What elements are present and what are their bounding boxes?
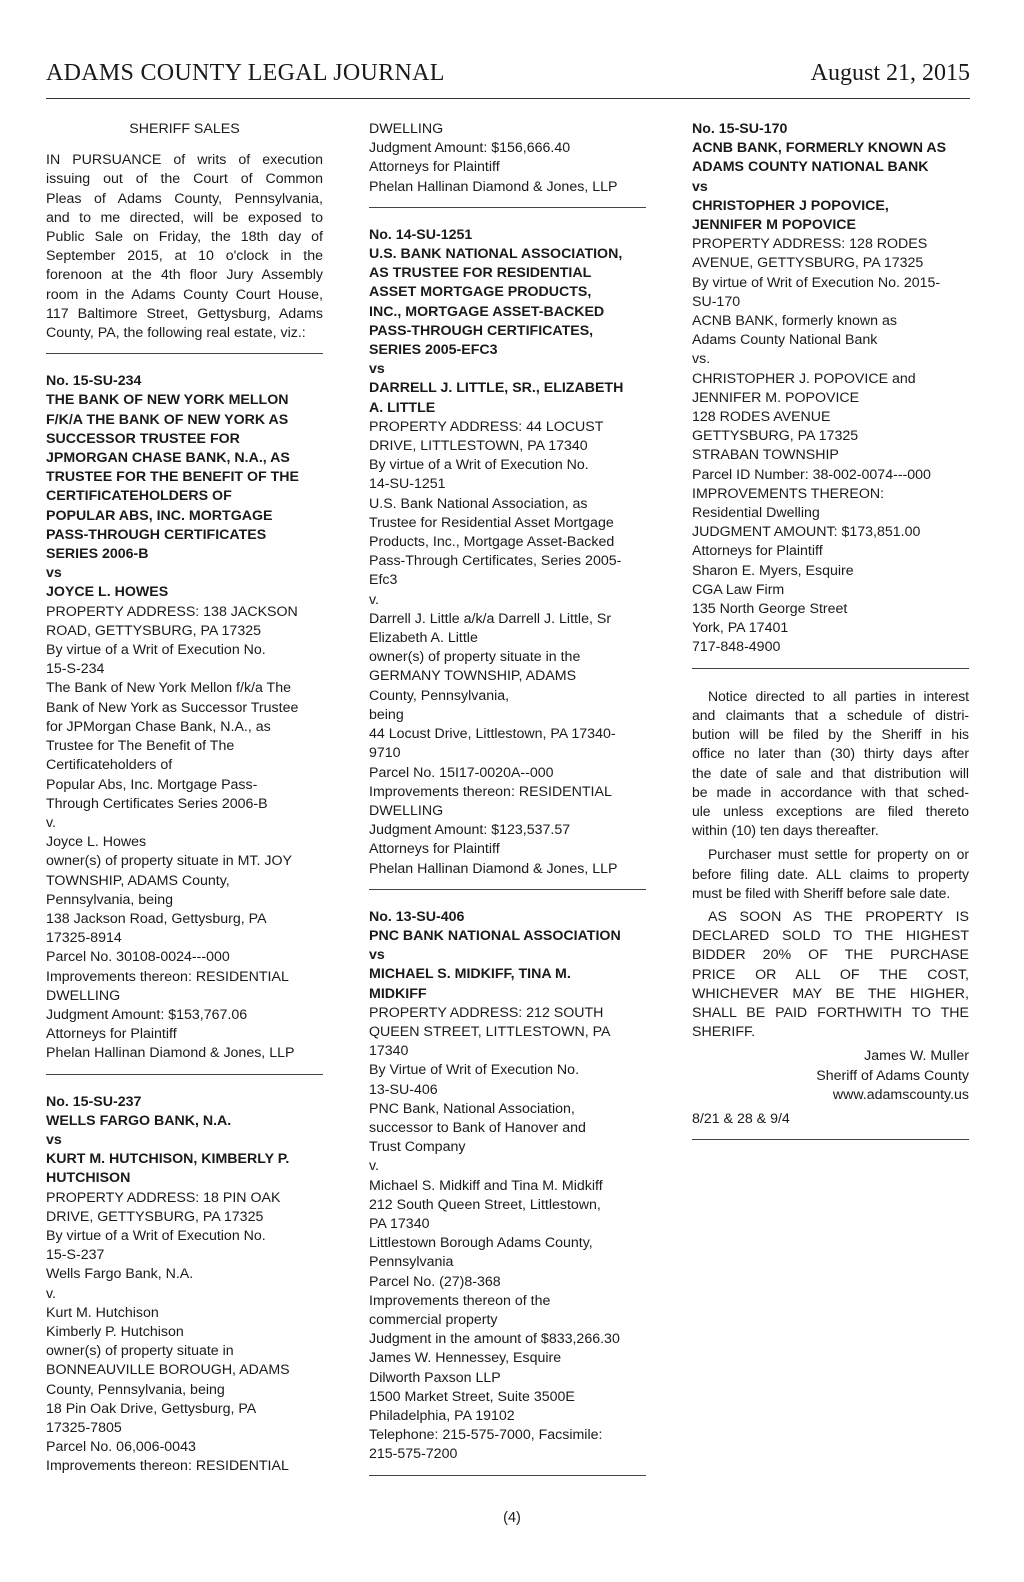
case-heading-line: No. 15-SU-237 (46, 1093, 142, 1110)
case-body-line: 9710 (369, 745, 401, 762)
divider (369, 1475, 646, 1476)
intro-line: forenoon at the 4th floor Jury Assembly (46, 267, 323, 284)
intro-line: September 2015, at 10 o'clock in the (46, 248, 323, 265)
divider (46, 353, 323, 354)
run-dates: 8/21 & 28 & 9/4 (692, 1110, 790, 1127)
intro-line: IN PURSUANCE of writs of execution (46, 152, 323, 169)
case-heading-line: JOYCE L. HOWES (46, 584, 169, 601)
case-body-line: County, Pennsylvania, being (46, 1381, 225, 1398)
case-heading-line: vs (692, 178, 708, 195)
case-body-line: DWELLING (46, 987, 121, 1004)
case-body-line: Residential Dwelling (692, 505, 820, 522)
case-body-line: 14-SU-1251 (369, 476, 446, 493)
case-body-15-su-234 (46, 603, 323, 1064)
intro-line: County, PA, the following real estate, viz.: (46, 325, 306, 342)
case-body-line: Joyce L. Howes (46, 834, 147, 851)
case-body-line: 17325-7805 (46, 1420, 122, 1436)
column-2 (369, 120, 646, 1494)
case-body-line: GETTYSBURG, PA 17325 (692, 428, 859, 445)
case-body-line: PNC Bank, National Association, (369, 1100, 575, 1117)
case-heading-line: vs (46, 1131, 62, 1148)
case-heading-line: No. 15-SU-170 (692, 121, 788, 137)
case-body-line: 15-S-234 (46, 661, 105, 678)
case-body-line: vs. (692, 351, 711, 368)
case-body-line: Certificateholders of (46, 757, 173, 774)
case-heading-line: PNC BANK NATIONAL ASSOCIATION (369, 927, 621, 944)
notice-line: ule unless exceptions are filed thereto (692, 802, 969, 819)
notice-line: WHICHEVER MAY BE THE HIGHER, (692, 985, 969, 1002)
case-body-line: SU-170 (692, 293, 741, 310)
case-heading-line: POPULAR ABS, INC. MORTGAGE (46, 507, 273, 524)
case-body-line: By Virtue of Writ of Execution No. (369, 1062, 580, 1079)
case-heading-line: INC., MORTGAGE ASSET-BACKED (369, 303, 605, 320)
case-body-14-su-1251 (369, 418, 646, 879)
case-body-15-su-170 (692, 235, 969, 657)
intro-paragraph (46, 151, 323, 343)
case-body-line: PROPERTY ADDRESS: 44 LOCUST (369, 418, 604, 435)
case-body-line: Improvements thereon: RESIDENTIAL (369, 783, 612, 800)
case-heading-line: No. 13-SU-406 (369, 908, 465, 925)
notice-line: BIDDER 20% OF THE PURCHASE (692, 947, 969, 964)
case-body-line: Improvements thereon of the (369, 1292, 551, 1309)
case-body-line: ACNB BANK, formerly known as (692, 313, 897, 330)
divider (46, 1074, 323, 1075)
notice-line: the date of sale and that distribution will (692, 764, 969, 781)
case-body-line: Kurt M. Hutchison (46, 1304, 159, 1321)
case-body-line: DRIVE, LITTLESTOWN, PA 17340 (369, 438, 588, 455)
case-body-line: AVENUE, GETTYSBURG, PA 17325 (692, 255, 924, 272)
case-body-line: PROPERTY ADDRESS: 212 SOUTH (369, 1004, 604, 1021)
notice-line: must be filed with Sheriff before sale date. (692, 884, 951, 901)
case-body-line: being (369, 706, 404, 723)
notice-line: PRICE OR ALL OF THE COST, (692, 966, 969, 983)
case-heading-line: THE BANK OF NEW YORK MELLON (46, 392, 289, 409)
case-body-line: Sharon E. Myers, Esquire (692, 562, 854, 579)
case-heading-line: CHRISTOPHER J POPOVICE, (692, 197, 889, 214)
divider (369, 889, 646, 890)
notice-line: office no later than (30) thirty days after (692, 745, 969, 762)
divider (692, 1139, 969, 1140)
notice-line: within (10) ten days thereafter. (692, 822, 879, 839)
case-body-line: By virtue of a Writ of Execution No. (46, 1227, 266, 1244)
case-heading-line: HUTCHISON (46, 1170, 131, 1187)
case-body-line: successor to Bank of Hanover and (369, 1119, 586, 1136)
case-body-line: The Bank of New York Mellon f/k/a The (46, 680, 291, 697)
section-heading: SHERIFF SALES (129, 121, 240, 137)
case-body-line: Judgment Amount: $123,537.57 (369, 822, 571, 839)
case-body-line: Improvements thereon: RESIDENTIAL (46, 968, 289, 985)
intro-line: and to me directed, will be exposed to (46, 209, 323, 226)
case-body-line: Darrell J. Little a/k/a Darrell J. Little, Sr (369, 610, 612, 627)
case-body-line: James W. Hennessey, Esquire (369, 1350, 562, 1367)
case-heading-line: MIDKIFF (369, 985, 427, 1002)
case-heading-line: PASS-THROUGH CERTIFICATES (46, 526, 267, 543)
distribution-notice (692, 687, 969, 841)
case-body-line: PA 17340 (369, 1215, 430, 1232)
case-body-line: Improvements thereon: RESIDENTIAL (46, 1458, 289, 1475)
notice-line: SHALL BE PAID FORTHWITH TO THE (692, 1004, 969, 1021)
case-body-line: Parcel No. 30108-0024---000 (46, 949, 230, 966)
case-body-line: owner(s) of property situate in the (369, 649, 581, 666)
case-body-line: Bank of New York as Successor Trustee (46, 699, 299, 716)
case-heading-line: U.S. BANK NATIONAL ASSOCIATION, (369, 246, 623, 263)
intro-line: issuing out of the Court of Common (46, 171, 323, 188)
case-body-line: Pass-Through Certificates, Series 2005- (369, 553, 622, 570)
case-body-line: Phelan Hallinan Diamond & Jones, LLP (46, 1045, 295, 1062)
case-body-15-su-237 (46, 1189, 323, 1477)
case-body-line: QUEEN STREET, LITTLESTOWN, PA (369, 1023, 611, 1040)
case-body-line: Attorneys for Plaintiff (369, 841, 500, 858)
case-body-line: Trustee for Residential Asset Mortgage (369, 514, 614, 531)
case-body-line: TOWNSHIP, ADAMS County, (46, 872, 230, 889)
case-body-line: Adams County National Bank (692, 332, 878, 349)
case-heading-line: vs (369, 361, 385, 378)
case-body-line: Phelan Hallinan Diamond & Jones, LLP (369, 860, 618, 877)
case-body-line: U.S. Bank National Association, as (369, 495, 588, 512)
case-heading-line: CERTIFICATEHOLDERS OF (46, 488, 232, 505)
intro-line: 117 Baltimore Street, Gettysburg, Adams (46, 305, 323, 322)
case-body-line: STRABAN TOWNSHIP (692, 447, 839, 464)
case-body-line: PROPERTY ADDRESS: 138 JACKSON (46, 603, 298, 620)
masthead (46, 60, 970, 99)
case-body-line: Trust Company (369, 1139, 466, 1156)
case-body-line: By virtue of a Writ of Execution No. (46, 642, 266, 659)
case-heading-line: A. LITTLE (369, 399, 436, 416)
case-heading-line: F/K/A THE BANK OF NEW YORK AS (46, 411, 289, 428)
case-body-line: DRIVE, GETTYSBURG, PA 17325 (46, 1208, 264, 1225)
case-body-line: JUDGMENT AMOUNT: $173,851.00 (692, 524, 921, 541)
purchaser-notice (692, 845, 969, 903)
case-body-line: JENNIFER M. POPOVICE (692, 389, 860, 406)
divider (369, 207, 646, 208)
case-body-line: Attorneys for Plaintiff (46, 1026, 177, 1043)
case-heading-line: No. 14-SU-1251 (369, 226, 473, 243)
case-body-line: 18 Pin Oak Drive, Gettysburg, PA (46, 1400, 257, 1417)
case-heading-line: KURT M. HUTCHISON, KIMBERLY P. (46, 1151, 290, 1168)
sheriff-signature (692, 1047, 969, 1105)
case-body-line: Kimberly P. Hutchison (46, 1323, 184, 1340)
case-body-continued (369, 120, 646, 197)
case-body-line: ROAD, GETTYSBURG, PA 17325 (46, 622, 261, 639)
case-body-line: Parcel ID Number: 38-002-0074---000 (692, 466, 931, 483)
case-heading-line: JPMORGAN CHASE BANK, N.A., AS (46, 450, 290, 467)
case-body-line: 215-575-7200 (369, 1446, 458, 1463)
case-heading-line: No. 15-SU-234 (46, 373, 142, 390)
notice-line: and claimants that a schedule of distri- (692, 706, 969, 723)
intro-line: room in the Adams County Court House, (46, 286, 323, 303)
case-body-line: 17325-8914 (46, 930, 122, 947)
case-body-line: commercial property (369, 1311, 498, 1328)
case-body-line: By virtue of a Writ of Execution No. (369, 457, 589, 474)
case-body-line: Philadelphia, PA 19102 (369, 1408, 515, 1424)
case-body-line: 128 RODES AVENUE (692, 409, 831, 426)
case-heading-line: vs (369, 947, 385, 964)
case-body-line: v. (46, 814, 56, 831)
case-heading-line: MICHAEL S. MIDKIFF, TINA M. (369, 966, 571, 983)
case-heading-14-su-1251 (369, 226, 646, 418)
case-heading-line: PASS-THROUGH CERTIFICATES, (369, 322, 594, 339)
case-body-line: 44 Locust Drive, Littlestown, PA 17340- (369, 726, 616, 743)
case-body-line: DWELLING (369, 802, 444, 819)
case-body-line: York, PA 17401 (692, 620, 789, 637)
case-heading-line: WELLS FARGO BANK, N.A. (46, 1112, 232, 1129)
case-body-line: CGA Law Firm (692, 581, 785, 598)
case-body-line: Michael S. Midkiff and Tina M. Midkiff (369, 1177, 603, 1194)
case-body-line: Parcel No. 06,006-0043 (46, 1439, 196, 1456)
case-body-line: 212 South Queen Street, Littlestown, (369, 1196, 601, 1213)
signature-line: Sheriff of Adams County (816, 1067, 969, 1084)
case-body-line: 135 North George Street (692, 601, 848, 618)
case-body-line: Parcel No. 15I17-0020A--000 (369, 764, 554, 781)
case-body-line: Wells Fargo Bank, N.A. (46, 1266, 194, 1283)
case-body-13-su-406 (369, 1004, 646, 1465)
case-heading-line: ACNB BANK, FORMERLY KNOWN AS (692, 140, 947, 157)
case-body-line: Attorneys for Plaintiff (369, 159, 500, 176)
case-body-line: 1500 Market Street, Suite 3500E (369, 1388, 575, 1405)
case-body-line: 17340 (369, 1043, 409, 1060)
case-heading-line: SUCCESSOR TRUSTEE FOR (46, 430, 240, 447)
case-body-line: Littlestown Borough Adams County, (369, 1235, 593, 1252)
case-body-line: Pennsylvania, being (46, 891, 173, 908)
case-body-line: DWELLING (369, 121, 444, 137)
signature-line: James W. Muller (864, 1048, 969, 1065)
case-body-line: Judgment Amount: $156,666.40 (369, 140, 571, 157)
case-body-line: Telephone: 215-575-7000, Facsimile: (369, 1427, 603, 1444)
case-body-line: PROPERTY ADDRESS: 18 PIN OAK (46, 1189, 281, 1206)
case-heading-line: ASSET MORTGAGE PRODUCTS, (369, 284, 592, 301)
intro-line: Pleas of Adams County, Pennsylvania, (46, 190, 323, 207)
case-body-line: Pennsylvania (369, 1254, 454, 1271)
notice-line: before filing date. ALL claims to property (692, 865, 969, 882)
case-body-line: owner(s) of property situate in (46, 1343, 234, 1360)
case-body-line: Efc3 (369, 572, 398, 589)
case-heading-line: AS TRUSTEE FOR RESIDENTIAL (369, 265, 592, 282)
notice-line: be made in accordance with that sched- (692, 783, 969, 800)
notice-line: SHERIFF. (692, 1024, 756, 1041)
case-body-line: County, Pennsylvania, (369, 687, 510, 704)
case-heading-line: ADAMS COUNTY NATIONAL BANK (692, 159, 929, 176)
case-body-line: Parcel No. (27)8-368 (369, 1273, 501, 1290)
case-body-line: BONNEAUVILLE BOROUGH, ADAMS (46, 1362, 290, 1379)
notice-line: DECLARED SOLD TO THE HIGHEST (692, 928, 969, 945)
intro-line: Public Sale on Friday, the 18th day of (46, 229, 323, 246)
column-1 (46, 120, 323, 1477)
case-heading-line: vs (46, 565, 62, 582)
case-body-line: Trustee for The Benefit of The (46, 738, 235, 755)
case-body-line: Judgment Amount: $153,767.06 (46, 1006, 248, 1023)
case-body-line: PROPERTY ADDRESS: 128 RODES (692, 236, 928, 253)
journal-title: ADAMS COUNTY LEGAL JOURNAL (46, 60, 445, 86)
case-body-line: Elizabeth A. Little (369, 630, 478, 647)
page-number: (4) (503, 1510, 521, 1526)
case-heading-line: JENNIFER M POPOVICE (692, 217, 856, 234)
notice-line: Notice directed to all parties in interest (708, 687, 969, 704)
case-heading-15-su-234 (46, 372, 323, 602)
case-body-line: Attorneys for Plaintiff (692, 543, 823, 560)
case-body-line: CHRISTOPHER J. POPOVICE and (692, 370, 916, 387)
issue-date: August 21, 2015 (810, 60, 970, 86)
case-body-line: Phelan Hallinan Diamond & Jones, LLP (369, 178, 618, 195)
notice-line: Purchaser must settle for property on or (708, 846, 969, 863)
notice-line: bution will be filed by the Sheriff in his (692, 726, 969, 743)
case-body-line: Products, Inc., Mortgage Asset-Backed (369, 534, 615, 551)
case-body-line: Through Certificates Series 2006-B (46, 795, 268, 812)
case-heading-15-su-170 (692, 120, 969, 235)
case-body-line: for JPMorgan Chase Bank, N.A., as (46, 718, 271, 735)
case-body-line: v. (369, 1158, 379, 1175)
case-body-line: v. (46, 1285, 56, 1302)
payment-notice (692, 908, 969, 1042)
case-heading-line: TRUSTEE FOR THE BENEFIT OF THE (46, 469, 300, 486)
notice-line: AS SOON AS THE PROPERTY IS (708, 908, 969, 925)
case-body-line: GERMANY TOWNSHIP, ADAMS (369, 668, 577, 685)
case-body-line: IMPROVEMENTS THEREON: (692, 485, 885, 502)
case-body-line: 717-848-4900 (692, 639, 781, 656)
case-body-line: v. (369, 591, 379, 608)
divider (692, 668, 969, 669)
case-body-line: 15-S-237 (46, 1247, 105, 1264)
case-body-line: By virtue of Writ of Execution No. 2015- (692, 274, 941, 291)
case-body-line: Dilworth Paxson LLP (369, 1369, 501, 1386)
case-heading-line: DARRELL J. LITTLE, SR., ELIZABETH (369, 380, 624, 397)
signature-line: www.adamscounty.us (832, 1086, 969, 1103)
case-body-line: owner(s) of property situate in MT. JOY (46, 853, 293, 870)
case-heading-13-su-406 (369, 908, 646, 1004)
case-heading-line: SERIES 2005-EFC3 (369, 342, 498, 359)
case-body-line: 138 Jackson Road, Gettysburg, PA (46, 910, 267, 927)
column-3 (692, 120, 969, 1158)
case-body-line: Popular Abs, Inc. Mortgage Pass- (46, 776, 258, 793)
case-heading-line: SERIES 2006-B (46, 546, 149, 563)
case-body-line: Judgment in the amount of $833,266.30 (369, 1331, 620, 1348)
case-body-line: 13-SU-406 (369, 1081, 438, 1098)
case-heading-15-su-237 (46, 1093, 323, 1189)
